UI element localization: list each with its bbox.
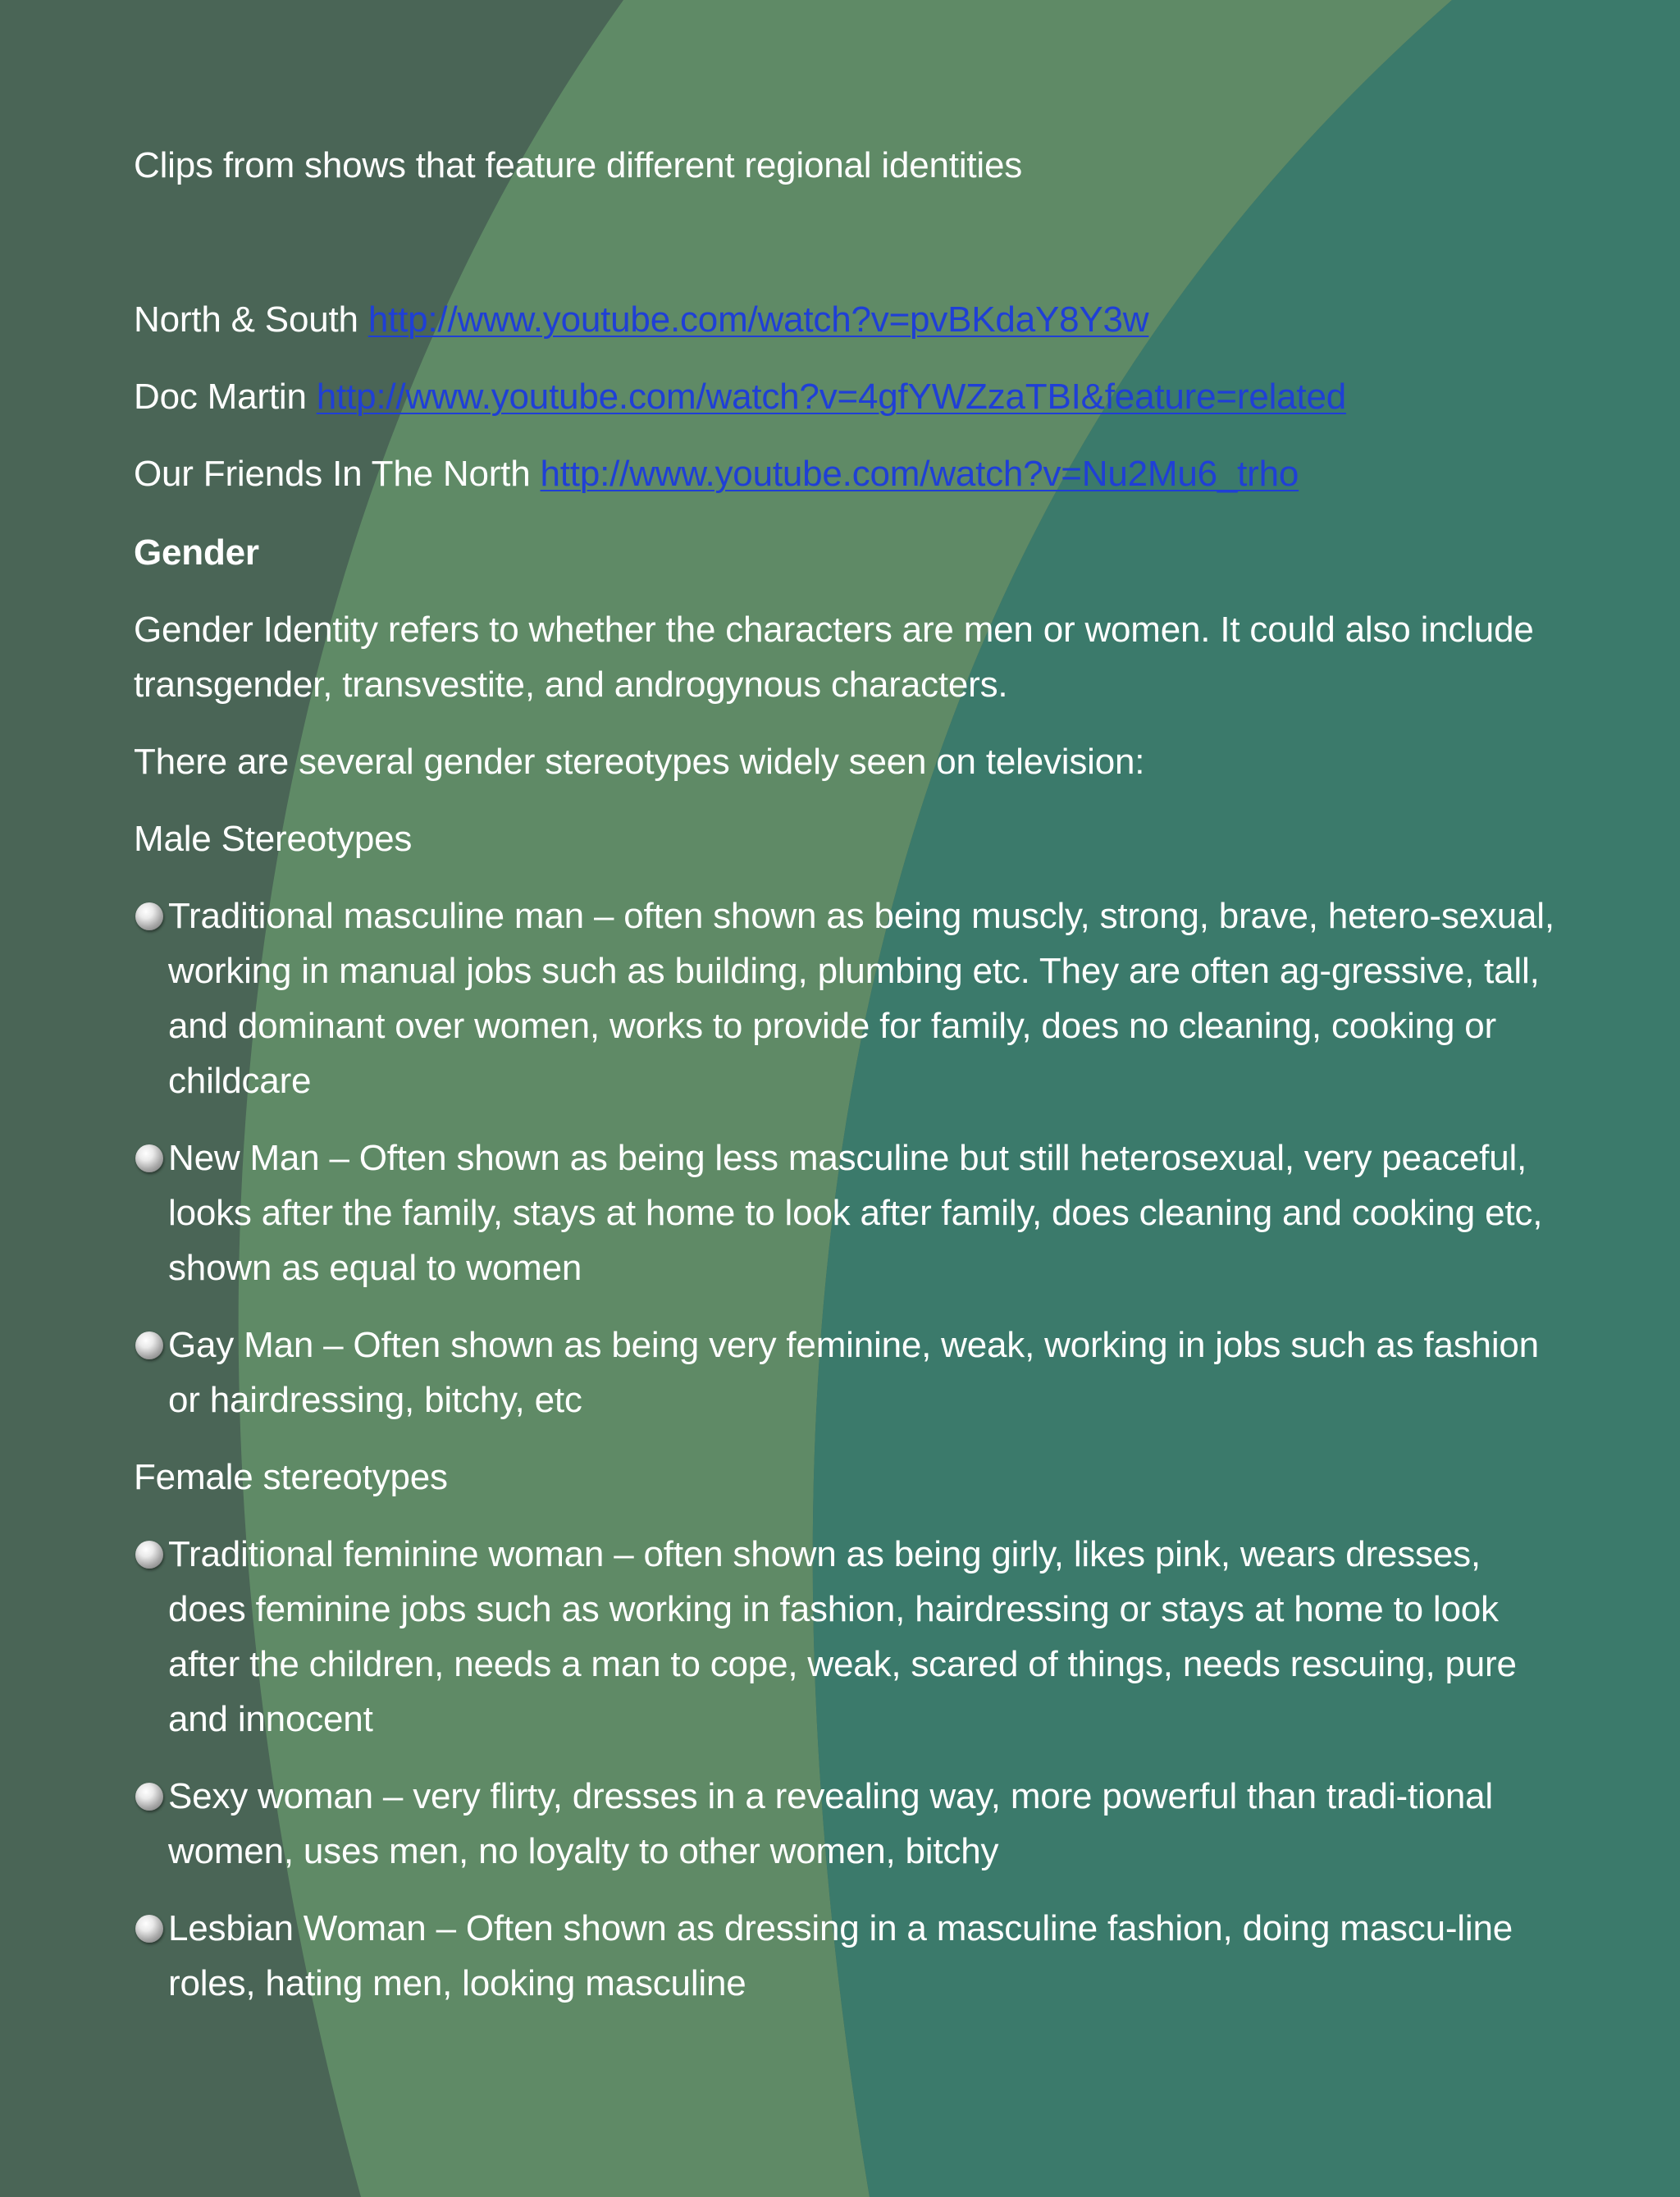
list-item — [134, 1130, 1561, 1295]
bullet-orb-icon — [135, 1541, 163, 1569]
stereotypes-intro: There are several gender stereotypes widely seen on television: — [134, 742, 1145, 782]
female-stereotypes-heading: Female stereotypes — [134, 1457, 448, 1497]
intro-text: Clips from shows that feature different regional identities — [134, 145, 1023, 185]
gender-heading: Gender — [134, 532, 259, 573]
clip-row — [134, 369, 1346, 424]
list-item-text: Traditional feminine woman – often shown as being girly, likes pink, wears dresses, does feminine jobs such as working in fashion, hairdressing or stays at home to look after the children, needs a man to cope, weak, scared of things, needs rescuing, pure and innocent — [168, 1534, 1517, 1739]
list-item — [134, 1527, 1561, 1747]
list-item-text: Lesbian Woman – Often shown as dressing in a masculine fashion, doing mascu-line roles, hating men, looking masculine — [168, 1908, 1513, 2003]
list-item-text: Traditional masculine man – often shown as being muscly, strong, brave, hetero-sexual, working in manual jobs such as building, plumbing etc. They are often ag-gressive, tall, and dominant over women, works to provide for family, does no cleaning, cooking or childcare — [168, 896, 1554, 1101]
clip-row — [134, 446, 1299, 501]
bullet-orb-icon — [135, 1915, 163, 1943]
clip-link[interactable]: http://www.youtube.com/watch?v=4gfYWZzaTBI&feature=related — [316, 377, 1346, 417]
bullet-orb-icon — [135, 1783, 163, 1811]
clip-link[interactable]: http://www.youtube.com/watch?v=Nu2Mu6_trho — [540, 454, 1299, 494]
bullet-orb-icon — [135, 902, 163, 930]
clip-label: North & South — [134, 299, 358, 340]
male-stereotypes-heading: Male Stereotypes — [134, 819, 413, 859]
list-item — [134, 1318, 1561, 1427]
list-item-text: Gay Man – Often shown as being very feminine, weak, working in jobs such as fashion or hairdressing, bitchy, etc — [168, 1325, 1539, 1420]
list-item-text: New Man – Often shown as being less masculine but still heterosexual, very peaceful, looks after the family, stays at home to look after family, does cleaning and cooking etc, shown as equal to women — [168, 1138, 1543, 1288]
list-item-text: Sexy woman – very flirty, dresses in a revealing way, more powerful than tradi-tional women, uses men, no loyalty to other women, bitchy — [168, 1776, 1493, 1871]
clip-row — [134, 292, 1148, 347]
bullet-orb-icon — [135, 1331, 163, 1359]
list-item — [134, 888, 1561, 1108]
list-item — [134, 1901, 1561, 2011]
clip-label: Our Friends In The North — [134, 454, 531, 494]
gender-definition: Gender Identity refers to whether the characters are men or women. It could also include transgender, transvestite, and androgynous characters. — [134, 610, 1534, 705]
list-item — [134, 1769, 1561, 1879]
clip-link[interactable]: http://www.youtube.com/watch?v=pvBKdaY8Y3w — [368, 299, 1149, 340]
clip-label: Doc Martin — [134, 377, 307, 417]
bullet-orb-icon — [135, 1144, 163, 1172]
